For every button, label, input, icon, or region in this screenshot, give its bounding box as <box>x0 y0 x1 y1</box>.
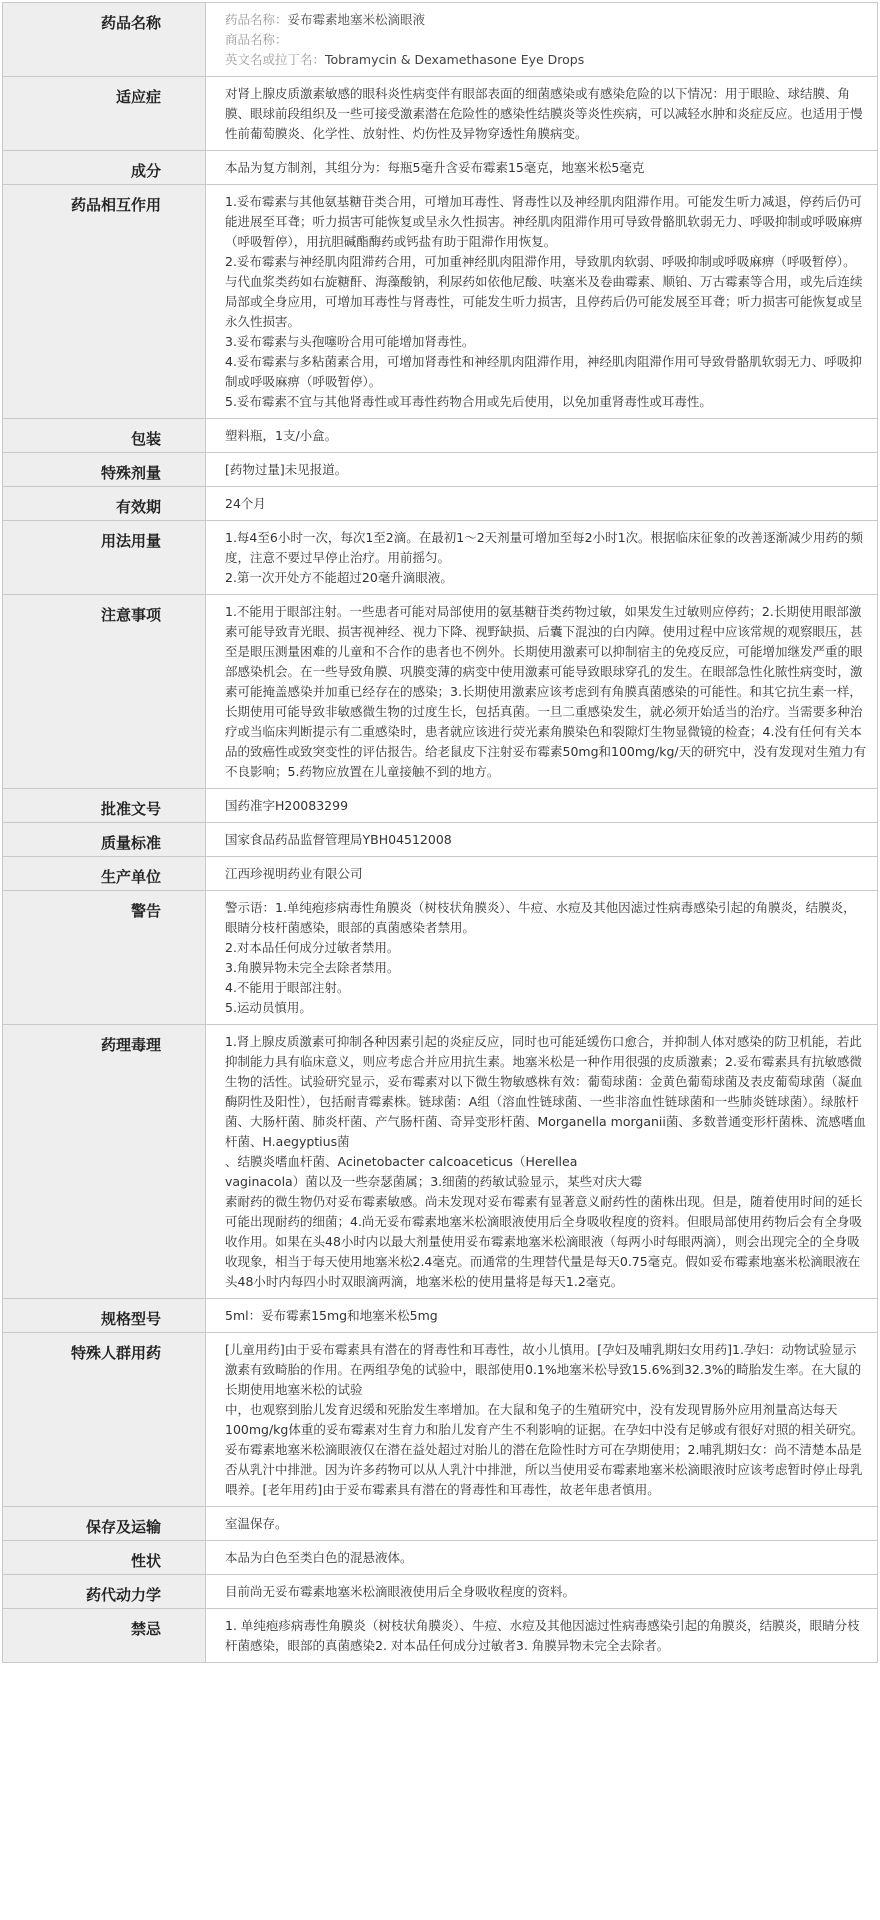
row-label: 特殊剂量 <box>3 453 206 486</box>
name-line <box>225 30 867 50</box>
row-label: 规格型号 <box>3 1299 206 1332</box>
table-row <box>3 453 878 487</box>
table-row <box>3 77 878 151</box>
name-line <box>225 10 867 30</box>
table-row <box>3 1507 878 1541</box>
drug-name-block <box>206 3 877 76</box>
row-label: 有效期 <box>3 487 206 520</box>
row-content: 1.妥布霉素与其他氨基糖苷类合用，可增加耳毒性、肾毒性以及神经肌肉阻滞作用。可能发生听力减退，停药后仍可能进展至耳聋；听力损害可能恢复或呈永久性损害。神经肌肉阻滞作用可导致骨骼肌软弱无力、呼吸抑制或呼吸麻痹（呼吸暂停），用抗胆碱酯酶药或钙盐有助于阻滞作用恢复。 2.妥布霉素与神经肌肉阻滞药合用，可加重神经肌肉阻滞作用，导致肌肉软弱、呼吸抑制或呼吸麻痹（呼吸暂停）。与代血浆类药如右旋糖酐、海藻酸钠，利尿药如依他尼酸、呋塞米及卷曲霉素、顺铂、万古霉素等合用，或先后连续局部或全身应用，可增加耳毒性与肾毒性，可能发生听力损害，且停药后仍可能发展至耳聋；听力损害可能恢复或呈永久性损害。 3.妥布霉素与头孢噻吩合用可能增加肾毒性。 4.妥布霉素与多粘菌素合用，可增加肾毒性和神经肌肉阻滞作用，神经肌肉阻滞作用可导致骨骼肌软弱无力、呼吸抑制或呼吸麻痹（呼吸暂停）。 5.妥布霉素不宜与其他肾毒性或耳毒性药物合用或先后使用，以免加重肾毒性或耳毒性。 <box>225 194 863 409</box>
row-content: 国家食品药品监督管理局YBH04512008 <box>225 832 452 847</box>
row-label: 质量标准 <box>3 823 206 856</box>
row-label: 警告 <box>3 891 206 1024</box>
table-row <box>3 1609 878 1663</box>
row-content: 1.不能用于眼部注射。一些患者可能对局部使用的氨基糖苷类药物过敏，如果发生过敏则应停药；2.长期使用眼部激素可能导致青光眼、损害视神经、视力下降、视野缺损、后囊下混浊的白内障。使用过程中应该常规的观察眼压，甚至是眼压测量困难的儿童和不合作的患者也不例外。长期使用激素可以抑制宿主的免疫反应，可能增加继发严重的眼部感染机会。在一些导致角膜、巩膜变薄的病变中使用激素可能导致眼球穿孔的发生。在眼部急性化脓性病变时，激素可能掩盖感染并加重已经存在的感染；3.长期使用激素应该考虑到有角膜真菌感染的可能性。和其它抗生素一样，长期使用可能导致非敏感微生物的过度生长，包括真菌。一旦二重感染发生，就必须开始适当的治疗。当需要多种治疗或当临床判断提示有二重感染时，患者就应该进行荧光素角膜染色和裂隙灯生物显微镜的检查；4.没有任何有关本品的致癌性或致突变性的评估报告。给老鼠皮下注射妥布霉素50mg和100mg/kg/天的研究中，没有发现对生殖力有不良影响；5.药物应放置在儿童接触不到的地方。 <box>225 604 867 779</box>
row-label: 禁忌 <box>3 1609 206 1662</box>
table-row <box>3 487 878 521</box>
table-row <box>3 857 878 891</box>
table-row <box>3 419 878 453</box>
table-row <box>3 1025 878 1299</box>
name-key: 药品名称： <box>225 12 288 27</box>
row-content: 塑料瓶，1支/小盒。 <box>225 428 338 443</box>
row-content: [药物过量]未见报道。 <box>225 462 348 477</box>
row-label: 成分 <box>3 151 206 184</box>
table-row <box>3 823 878 857</box>
row-label: 药代动力学 <box>3 1575 206 1608</box>
table-row <box>3 521 878 595</box>
table-row <box>3 789 878 823</box>
row-label: 批准文号 <box>3 789 206 822</box>
row-drug-name <box>3 3 878 77</box>
row-content: 1.每4至6小时一次，每次1至2滴。在最初1～2天剂量可增加至每2小时1次。根据临床征象的改善逐渐减少用药的频度，注意不要过早停止治疗。用前摇匀。 2.第一次开处方不能超过20毫升滴眼液。 <box>225 530 864 585</box>
row-label: 包装 <box>3 419 206 452</box>
row-label: 保存及运输 <box>3 1507 206 1540</box>
row-content: 对肾上腺皮质激素敏感的眼科炎性病变伴有眼部表面的细菌感染或有感染危险的以下情况：用于眼睑、球结膜、角膜、眼球前段组织及一些可接受激素潜在危险性的感染性结膜炎等炎性疾病，可以减轻水肿和炎症反应。也适用于慢性前葡萄膜炎、化学性、放射性、灼伤性及异物穿透性角膜病变。 <box>225 86 863 141</box>
table-body <box>3 77 878 1663</box>
row-content: 1.肾上腺皮质激素可抑制各种因素引起的炎症反应，同时也可能延缓伤口愈合，并抑制人体对感染的防卫机能，若此抑制能力具有临床意义，则应考虑合并应用抗生素。地塞米松是一种作用很强的皮质激素；2.妥布霉素具有抗敏感微生物的活性。试验研究显示，妥布霉素对以下微生物敏感株有效：葡萄球菌：金黄色葡萄球菌及表皮葡萄球菌（凝血酶阴性及阳性），包括耐青霉素株。链球菌：A组（溶血性链球菌、一些非溶血性链球菌和一些肺炎链球菌）。绿脓杆菌、大肠杆菌、肺炎杆菌、产气肠杆菌、奇异变形杆菌、Morganella morganii菌、多数普通变形杆菌株、流感嗜血杆菌、H.aegyptius菌 、结膜炎嗜血杆菌、Acinetobacter calcoaceticus（Herellea vaginacola）菌以及一些奈瑟菌属；3.细菌的药敏试验显示，某些对庆大霉 素耐药的微生物仍对妥布霉素敏感。尚未发现对妥布霉素有显著意义耐药性的菌株出现。但是，随着使用时间的延长可能出现耐药的细菌；4.尚无妥布霉素地塞米松滴眼液使用后全身吸收程度的资料。但眼局部使用药物后会有全身吸收作用。如果在头48小时内以最大剂量使用妥布霉素地塞米松滴眼液（每两小时每眼两滴），则会出现完全的全身吸收现象，相当于每天使用地塞米松2.4毫克。而通常的生理替代量是每天0.75毫克。假如妥布霉素地塞米松滴眼液在头48小时内每四小时双眼滴两滴，地塞米松的使用量将是每天1.2毫克。 <box>225 1034 866 1289</box>
table-row <box>3 185 878 419</box>
row-label: 适应症 <box>3 77 206 150</box>
table-row <box>3 595 878 789</box>
row-content: 目前尚无妥布霉素地塞米松滴眼液使用后全身吸收程度的资料。 <box>225 1584 576 1599</box>
name-value: 妥布霉素地塞米松滴眼液 <box>287 12 426 27</box>
row-content: 警示语：1.单纯疱疹病毒性角膜炎（树枝状角膜炎）、牛痘、水痘及其他因滤过性病毒感染引起的角膜炎，结膜炎，眼睛分枝杆菌感染，眼部的真菌感染者禁用。 2.对本品任何成分过敏者禁用。 3.角膜异物未完全去除者禁用。 4.不能用于眼部注射。 5.运动员慎用。 <box>225 900 856 1015</box>
row-content: 本品为复方制剂，其组分为：每瓶5毫升含妥布霉素15毫克，地塞米松5毫克 <box>225 160 645 175</box>
table-row <box>3 1299 878 1333</box>
row-content: 江西珍视明药业有限公司 <box>225 866 363 881</box>
row-content: 5ml：妥布霉素15mg和地塞米松5mg <box>225 1308 438 1323</box>
name-key: 英文名或拉丁名： <box>225 52 326 67</box>
table-row <box>3 1575 878 1609</box>
row-label: 药理毒理 <box>3 1025 206 1298</box>
row-content: 室温保存。 <box>225 1516 288 1531</box>
row-label: 特殊人群用药 <box>3 1333 206 1506</box>
row-content: 国药准字H20083299 <box>225 798 349 813</box>
name-key: 商品名称： <box>225 32 288 47</box>
table-row <box>3 1541 878 1575</box>
row-label: 生产单位 <box>3 857 206 890</box>
row-content: 本品为白色至类白色的混悬液体。 <box>225 1550 413 1565</box>
row-label: 药品名称 <box>3 3 206 76</box>
row-label: 药品相互作用 <box>3 185 206 418</box>
table-row <box>3 151 878 185</box>
name-line <box>225 50 867 70</box>
row-label: 用法用量 <box>3 521 206 594</box>
table-row <box>3 891 878 1025</box>
row-label: 注意事项 <box>3 595 206 788</box>
row-content: 24个月 <box>225 496 266 511</box>
drug-info-table <box>2 2 878 1663</box>
name-value: Tobramycin & Dexamethasone Eye Drops <box>325 52 585 67</box>
row-content: 1. 单纯疱疹病毒性角膜炎（树枝状角膜炎）、牛痘、水痘及其他因滤过性病毒感染引起的角膜炎，结膜炎，眼睛分枝杆菌感染，眼部的真菌感染2. 对本品任何成分过敏者3. 角膜异物未完全去除者。 <box>225 1618 860 1653</box>
row-content: [儿童用药]由于妥布霉素具有潜在的肾毒性和耳毒性，故小儿慎用。[孕妇及哺乳期妇女用药]1.孕妇：动物试验显示激素有致畸胎的作用。在两组孕兔的试验中，眼部使用0.1%地塞米松导致15.6%到32.3%的畸胎发生率。在大鼠的长期使用地塞米松的试验 中，也观察到胎儿发育迟缓和死胎发生率增加。在大鼠和兔子的生殖研究中，没有发现胃肠外应用剂量高达每天100mg/kg体重的妥布霉素对生育力和胎儿发育产生不利影响的证据。在孕妇中没有足够或有很好对照的相关研究。妥布霉素地塞米松滴眼液仅在潜在益处超过对胎儿的潜在危险性时方可在孕期使用；2.哺乳期妇女：尚不清楚本品是否从乳汁中排泄。因为许多药物可以从人乳汁中排泄，所以当使用妥布霉素地塞米松滴眼液时应该考虑暂时停止母乳喂养。[老年用药]由于妥布霉素具有潜在的肾毒性和耳毒性，故老年患者慎用。 <box>225 1342 864 1497</box>
table-row <box>3 1333 878 1507</box>
row-label: 性状 <box>3 1541 206 1574</box>
